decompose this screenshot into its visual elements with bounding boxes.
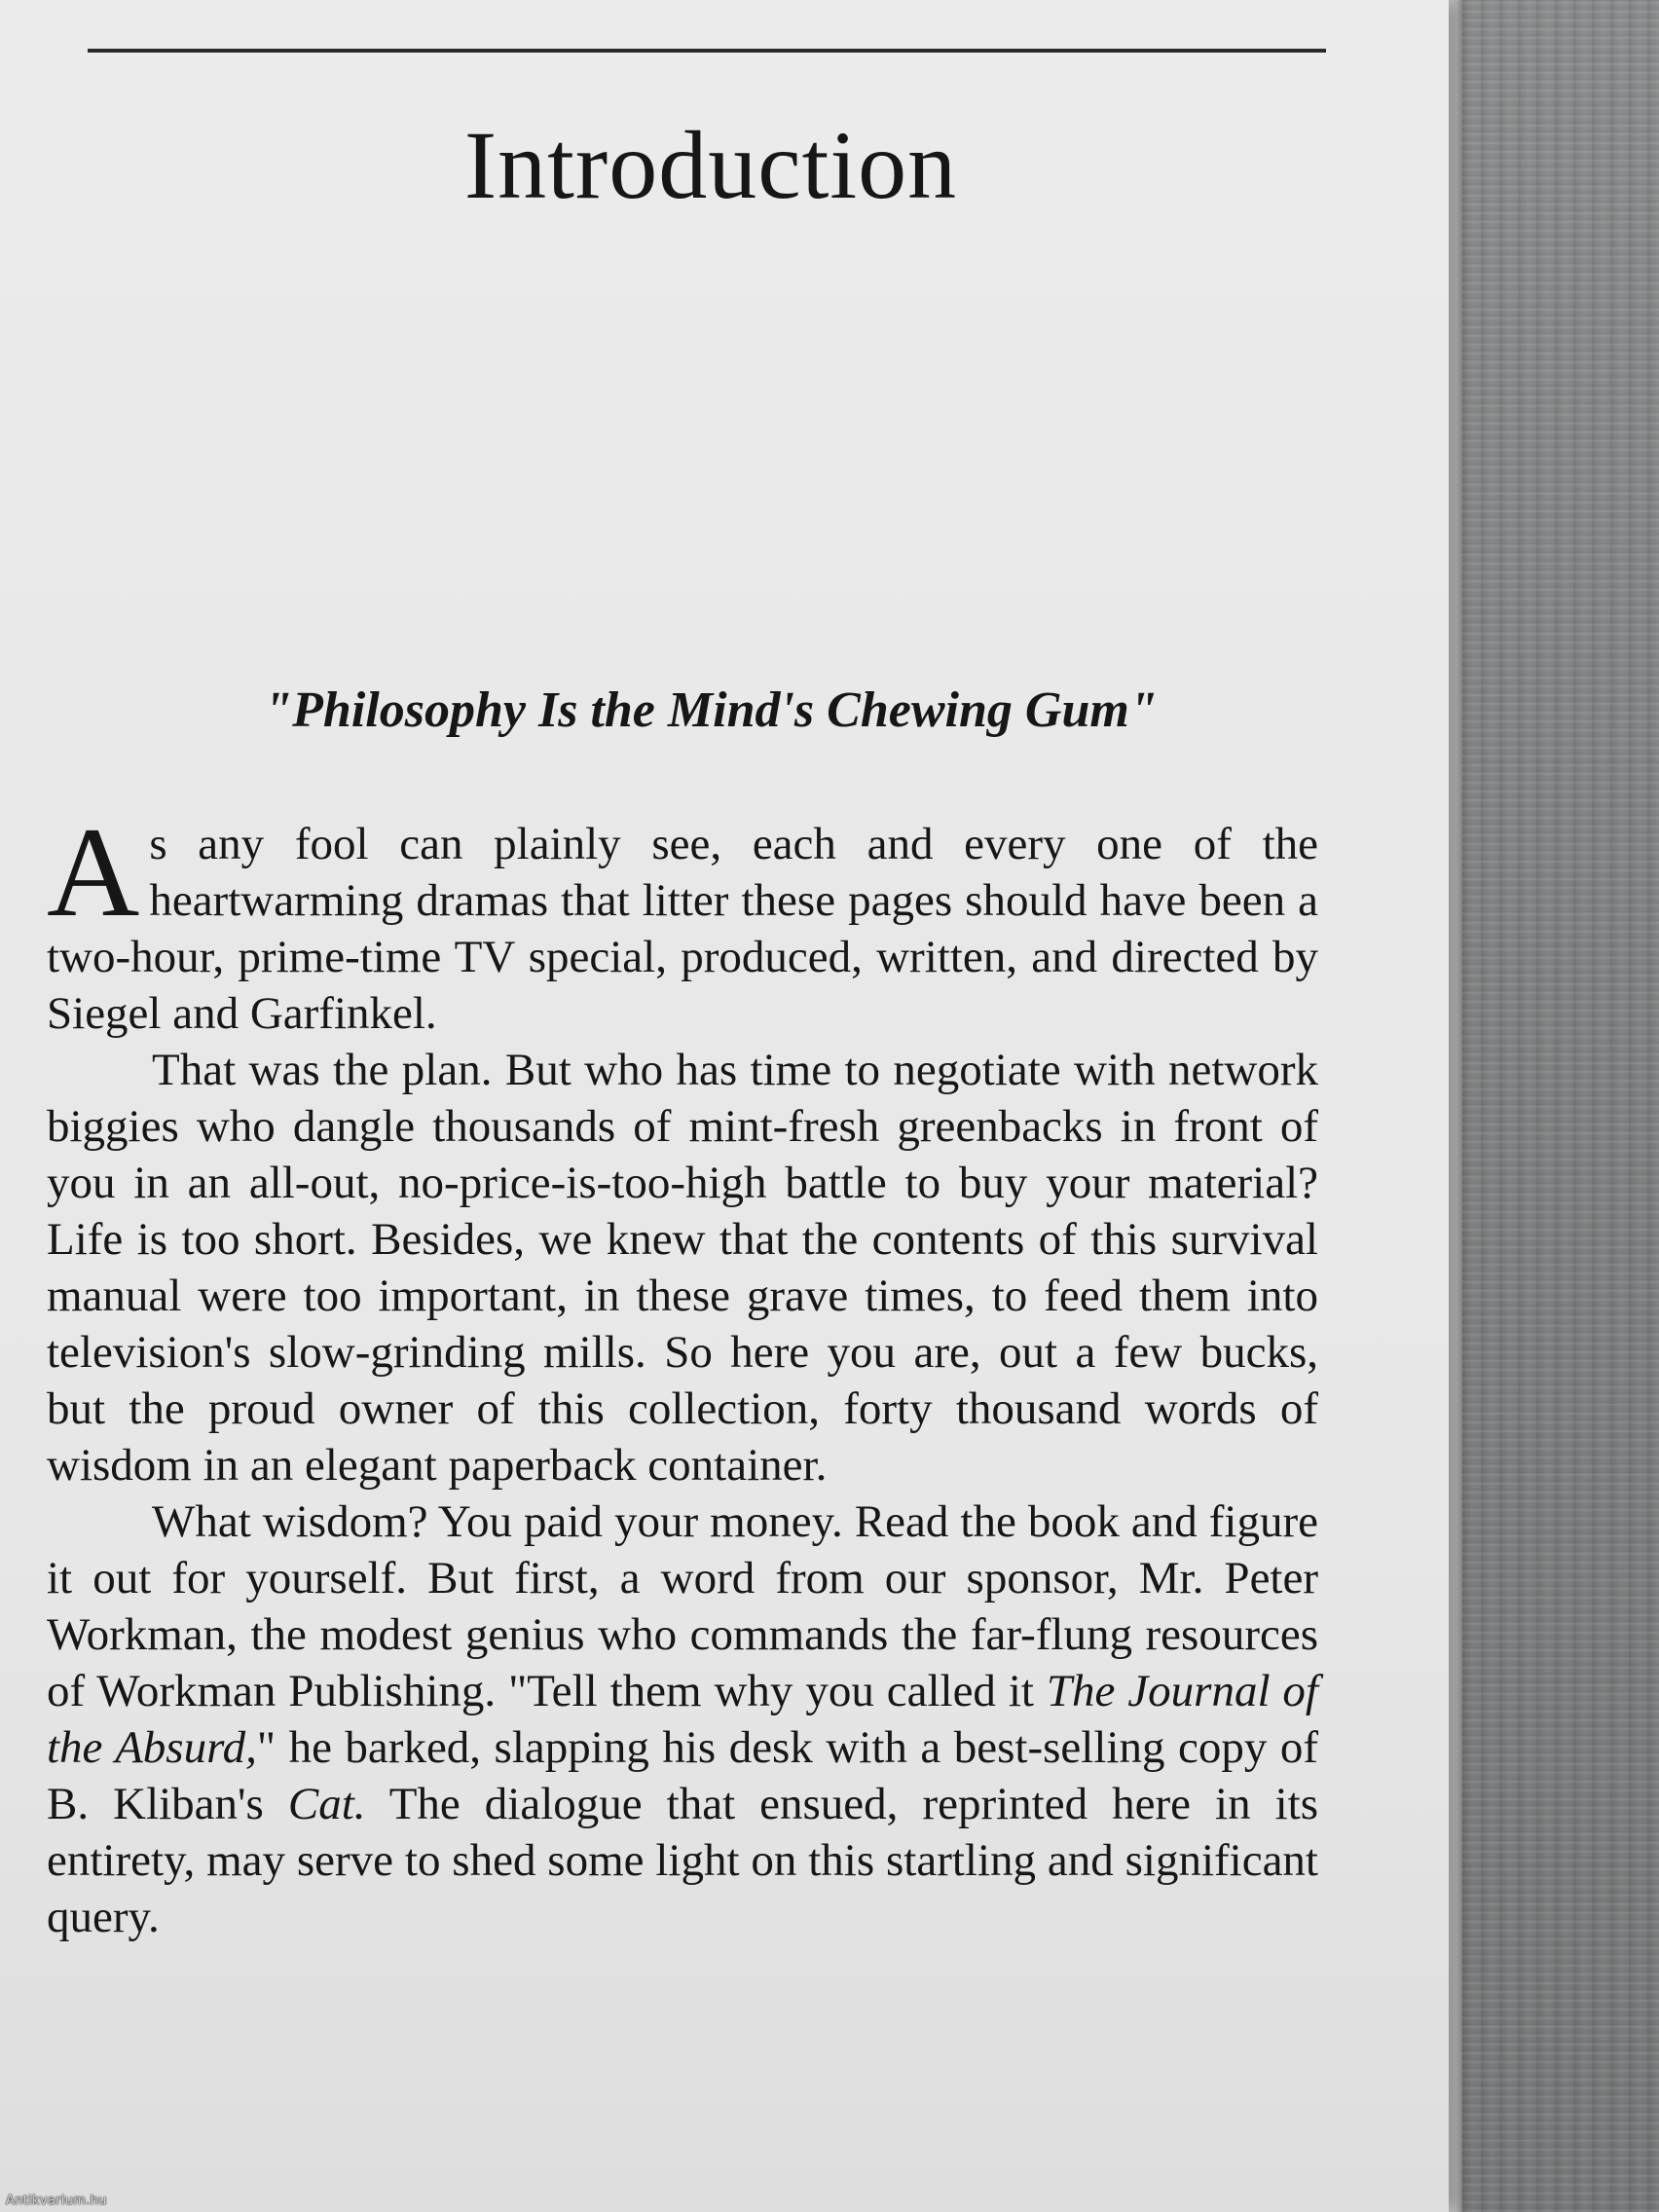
page-edge bbox=[1449, 0, 1462, 2212]
watermark: Antikvarium.hu bbox=[6, 2194, 107, 2208]
body-text bbox=[47, 800, 1319, 1945]
cat-title-italic: Cat. bbox=[287, 1779, 366, 1829]
chapter-title: Introduction bbox=[463, 111, 958, 219]
paragraph-1-text: s any fool can plainly see, each and every one of the heartwarming dramas that litter these pages should have been a two-hour, prime-time TV special, produced, written, and directed by Siegel and Garfinkel. bbox=[47, 819, 1318, 1039]
table-surface bbox=[1462, 0, 1659, 2212]
paragraph-2: That was the plan. But who has time to negotiate with network biggies who dangle thousands of mint-fresh greenbacks in front of you in an all-out, no-price-is-too-high battle to buy your material? Life is too short. Besides, we knew that the contents of this survival manual were too important, in these grave times, to feed them into television's slow-grinding mills. So here you are, out a few bucks, but the proud owner of this collection, forty thousand words of wisdom in an elegant paperback container. bbox=[47, 1045, 1318, 1491]
paragraph-3 bbox=[47, 1493, 1318, 1945]
drop-cap: A bbox=[47, 800, 140, 943]
header-rule bbox=[88, 49, 1326, 53]
paragraph-3-part-1: What wisdom? You paid your money. Read the book and figure it out for yourself. But first, a word from our sponsor, Mr. Peter Workman, the modest genius who commands the far-flung resources of Workman Publishing. "Tell them why you called it bbox=[47, 1496, 1318, 1716]
paragraph-3-part-2: " he barked, slapping his desk with a best-selling copy of B. Kliban's bbox=[47, 1722, 1318, 1829]
section-subtitle: "Philosophy Is the Mind's Chewing Gum" bbox=[264, 682, 1158, 738]
book-title-italic: The Journal of the Absurd, bbox=[47, 1666, 1318, 1773]
paragraph-3-part-3: The dialogue that ensued, reprinted here in its entirety, may serve to shed some light on this startling and significant query. bbox=[47, 1779, 1319, 1942]
paragraph-1 bbox=[47, 800, 1318, 1042]
